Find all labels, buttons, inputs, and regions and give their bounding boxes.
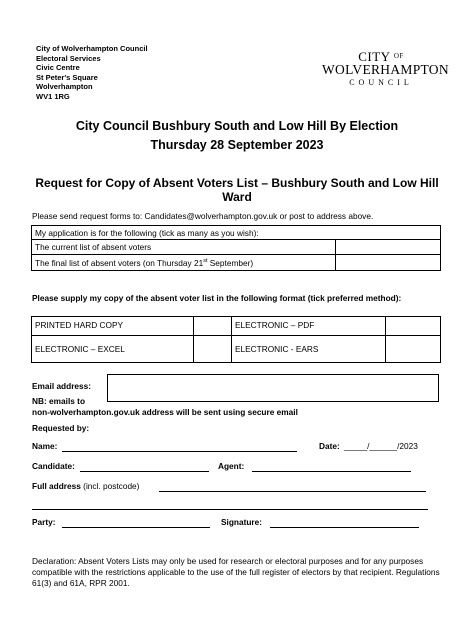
- logo-wolverhampton: WOLVERHAMPTON: [322, 62, 449, 77]
- party-field[interactable]: [62, 527, 210, 528]
- application-header: My application is for the following (tick as many as you wish):: [32, 226, 441, 240]
- name-label: Name:: [32, 441, 58, 451]
- address-line: Civic Centre: [36, 63, 80, 73]
- date-field[interactable]: _____/______/2023: [344, 441, 418, 451]
- election-date: Thursday 28 September 2023: [150, 138, 324, 152]
- tick-box-current[interactable]: [336, 240, 441, 255]
- format-table: [31, 316, 441, 363]
- tick-box-excel[interactable]: [194, 336, 232, 363]
- tick-box-pdf[interactable]: [386, 317, 441, 336]
- format-instruction: Please supply my copy of the absent voter list in the following format (tick preferred method):: [32, 293, 402, 303]
- email-nb-detail: non-wolverhampton.gov.uk address will be sent using secure email: [32, 407, 298, 417]
- option-current-list: The current list of absent voters: [32, 240, 336, 255]
- agent-label: Agent:: [218, 461, 245, 471]
- tick-box-final[interactable]: [336, 255, 441, 271]
- address-line: Electoral Services: [36, 53, 101, 63]
- request-title: Request for Copy of Absent Voters List – Bushbury South and Low Hill Ward: [35, 176, 439, 204]
- signature-label: Signature:: [221, 517, 263, 527]
- format-printed: PRINTED HARD COPY: [32, 317, 194, 336]
- candidate-field[interactable]: [80, 471, 209, 472]
- address-line: City of Wolverhampton Council: [36, 44, 148, 53]
- address-line: Wolverhampton: [36, 82, 93, 92]
- date-label: Date:: [319, 441, 340, 451]
- requested-by-heading: Requested by:: [32, 423, 90, 433]
- format-pdf: ELECTRONIC – PDF: [232, 317, 386, 336]
- signature-field[interactable]: [270, 527, 419, 528]
- send-instruction: Please send request forms to: Candidates@wolverhampton.gov.uk or post to address above.: [32, 211, 374, 221]
- tick-box-printed[interactable]: [194, 317, 232, 336]
- address-field-line1[interactable]: [159, 491, 426, 492]
- party-label: Party:: [32, 517, 56, 527]
- candidate-label: Candidate:: [32, 461, 75, 471]
- email-label: Email address:: [32, 381, 92, 391]
- name-field[interactable]: [62, 451, 297, 452]
- address-field-line2[interactable]: [32, 509, 428, 510]
- election-title: City Council Bushbury South and Low Hill By Election: [75, 119, 399, 133]
- format-excel: ELECTRONIC – EXCEL: [32, 336, 194, 363]
- email-nb: NB: emails to: [32, 396, 86, 406]
- council-address: [36, 44, 148, 102]
- full-address-label: Full address (incl. postcode): [32, 481, 140, 491]
- format-ears: ELECTRONIC - EARS: [232, 336, 386, 363]
- address-line: WV1 1RG: [36, 91, 70, 101]
- tick-box-ears[interactable]: [386, 336, 441, 363]
- application-table: [31, 225, 441, 271]
- council-logo: [322, 49, 449, 88]
- agent-field[interactable]: [252, 471, 411, 472]
- email-input-box[interactable]: [107, 374, 439, 402]
- address-line: St Peter's Square: [36, 72, 98, 82]
- logo-council: COUNCIL: [349, 78, 413, 87]
- logo-of: OF: [393, 52, 404, 60]
- logo-city: CITY: [358, 49, 391, 64]
- declaration: Declaration: Absent Voters Lists may only be used for research or electoral purposes and for any purposes compatible with the restrictions applicable to the use of the full register of electors by that recipient. Regulations 61(3) and 61A, RPR 2001.: [32, 556, 440, 588]
- option-final-list: The final list of absent voters (on Thursday 21st September): [32, 255, 336, 271]
